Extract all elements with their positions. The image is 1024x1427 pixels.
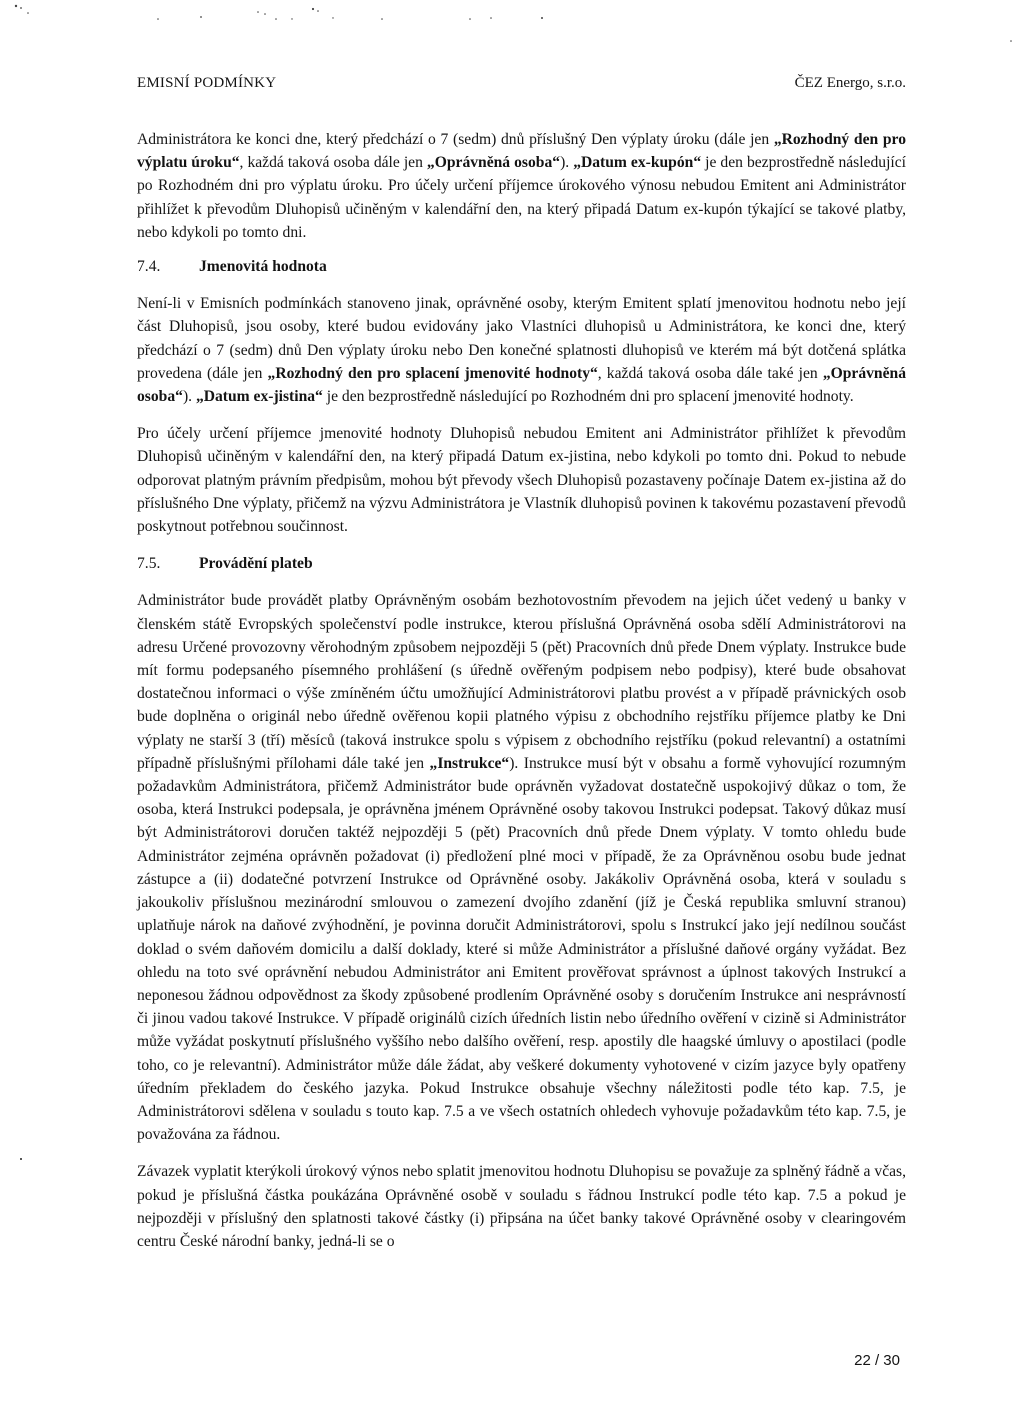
header-document-title: EMISNÍ PODMÍNKY <box>137 75 277 91</box>
section-heading-7-5 <box>137 552 906 575</box>
scan-specks <box>0 0 1024 60</box>
term-opravnena-osoba: „Oprávněná osoba“ <box>137 364 906 406</box>
paragraph-7-4-1: Není-li v Emisních podmínkách stanoveno jinak, oprávněné osoby, kterým Emitent splatí jmenovitou hodnotu nebo její část Dluhopisů, jsou osoby, které budou evidovány jako Vlastníci dluhopisů u Administrátora, ke konci dne, který předchází o 7 (sedm) dnů Den výplaty úroku nebo Den konečné splatnosti dluhopisů ve kterém má být dotčená splátka provedena (dále jen „Rozhodný den pro splacení jmenovité hodnoty“, každá taková osoba dále také jen „Oprávněná osoba“). „Datum ex-jistina“ je den bezprostředně následující po Rozhodném dni pro splacení jmenovité hodnoty. <box>137 295 906 406</box>
page-number: 22 / 30 <box>854 1352 900 1369</box>
term-datum-ex-jistina: „Datum ex-jistina“ <box>195 388 323 406</box>
section-title: Jmenovitá hodnota <box>199 258 327 276</box>
term-rozhodny-den-jistiny: „Rozhodný den pro splacení jmenovité hodnoty“ <box>267 364 598 382</box>
section-heading-7-4 <box>137 255 906 278</box>
paragraph-7-5-1: Administrátor bude provádět platby Oprávněným osobám bezhotovostním převodem na jejich účet vedený u banky v členském státě Evropských společenství podle instrukce, kterou příslušná Oprávněná osoba sdělí Administrátorovi na adresu Určené provozovny věrohodným způsobem nejpozději 5 (pět) Pracovních dnů přede Dnem výplaty. Instrukce bude mít formu podepsaného písemného prohlášení (s úředně ověřeným podpisem nebo podpisy), které bude obsahovat dostatečnou informaci o výše zmíněném účtu umožňující Administrátorovi platbu provést a v případě právnických osob bude doplněna o originál nebo úředně ověřenou kopii platného výpisu z obchodního rejstříku příjemce platby ke Dni výplaty ne starší 3 (tří) měsíců (taková instrukce spolu s výpisem z obchodního rejstříku (pokud relevantní) a ostatními případně příslušnými přílohami dále také jen „Instrukce“). Instrukce musí být v obsahu a formě vyhovující rozumným požadavkům Administrátora, přičemž Administrátor bude oprávněn vyžadovat dostatečně uspokojivý důkaz o tom, že osoba, která Instrukci podepsala, je oprávněna jménem Oprávněné osoby takovou Instrukci podepsat. Takový důkaz musí být Administrátorovi doručen taktéž nejpozději 5 (pět) Pracovních dnů přede Dnem výplaty. V tomto ohledu bude Administrátor zejména oprávněn požadovat (i) předložení plné moci v případě, že za Oprávněnou osobu bude jednat zástupce a (ii) dodatečné potvrzení Instrukce od Oprávněné osoby. Jakákoliv Oprávněná osoba, která v souladu s jakoukoliv příslušnou mezinárodní smlouvou o zamezení dvojího zdanění (jíž je Česká republika smluvní stranou) uplatňuje nárok na daňové zvýhodnění, je povinna doručit Administrátorovi, spolu s Instrukcí jako její nedílnou součást doklad o svém daňovém domicilu a další doklady, které si může Administrátor a příslušné daňové orgány vyžádat. Bez ohledu na toto své oprávnění nebudou Administrátor ani Emitent prověřovat správnost a úplnost takových Instrukcí a neponesou žádnou odpovědnost za škody způsobené prodlením Oprávněné osoby s doručením Instrukce ani nesprávností či jinou vadou takové Instrukce. V případě originálů cizích úředních listin nebo úředního ověření v cizině si Administrátor může vyžádat poskytnutí příslušného vyššího nebo dalšího ověření, resp. apostily dle haagské úmluvy o apostilaci (podle toho, co je relevantní). Administrátor může dále žádat, aby veškeré dokumenty vyhotovené v cizím jazyce byly opatřeny úředním překladem do českého jazyka. Pokud Instrukce obsahuje všechny náležitosti podle této kap. 7.5, je Administrátorovi sdělena v souladu s touto kap. 7.5 a ve všech ostatních ohledech vyhovuje požadavkům této kap. 7.5, je považována za řádnou. <box>137 592 907 1144</box>
term-opravnena-osoba: „Oprávněná osoba“ <box>426 154 561 172</box>
document-body <box>137 128 906 1267</box>
term-rozhodny-den-uroku: „Rozhodný den pro výplatu úroku“ <box>137 131 906 172</box>
paragraph-7-4-2: Pro účely určení příjemce jmenovité hodnoty Dluhopisů nebudou Emitent ani Administrátor přihlížet k převodům Dluhopisů učiněným v kalendářní den, na který připadá Datum ex-jistina, nebo kdykoli po tomto dni. Pokud to nebude odporovat platným právním předpisům, mohou být převody všech Dluhopisů pozastaveny počínaje Datem ex-jistina až do příslušného Dne výplaty, přičemž na výzvu Administrátora je Vlastník dluhopisů povinen k takovému pozastavení převodů poskytnout potřebnou součinnost. <box>137 425 906 536</box>
term-datum-ex-kupon: „Datum ex-kupón“ <box>573 154 702 172</box>
paragraph-intro: Administrátora ke konci dne, který předchází o 7 (sedm) dnů příslušný Den výplaty úroku (dále jen „Rozhodný den pro výplatu úroku“, každá taková osoba dále jen „Oprávněná osoba“). „Datum ex-kupón“ je den bezprostředně následující po Rozhodném dni pro výplatu úroku. Pro účely určení příjemce úrokového výnosu nebudou Emitent ani Administrátor přihlížet k převodům Dluhopisů učiněným v kalendářní den, na který připadá Datum ex-kupón týkající se takové platby, nebo kdykoli po tomto dni. <box>137 131 906 241</box>
paragraph-7-5-2: Závazek vyplatit kterýkoli úrokový výnos nebo splatit jmenovitou hodnotu Dluhopisu se považuje za splněný řádně a včas, pokud je příslušná částka poukázána Oprávněné osobě v souladu s řádnou Instrukcí podle této kap. 7.5 a pokud je nejpozději v příslušný den splatnosti takové částky (i) připsána na účet banky takové Oprávněné osoby v clearingovém centru České národní banky, jedná-li se o <box>137 1163 906 1250</box>
section-number: 7.5. <box>137 555 161 573</box>
header-company-name: ČEZ Energo, s.r.o. <box>794 75 906 91</box>
section-title: Provádění plateb <box>199 555 313 573</box>
term-instrukce: „Instrukce“ <box>429 754 510 772</box>
scan-margin-mark <box>20 1158 22 1160</box>
section-number: 7.4. <box>137 258 161 276</box>
